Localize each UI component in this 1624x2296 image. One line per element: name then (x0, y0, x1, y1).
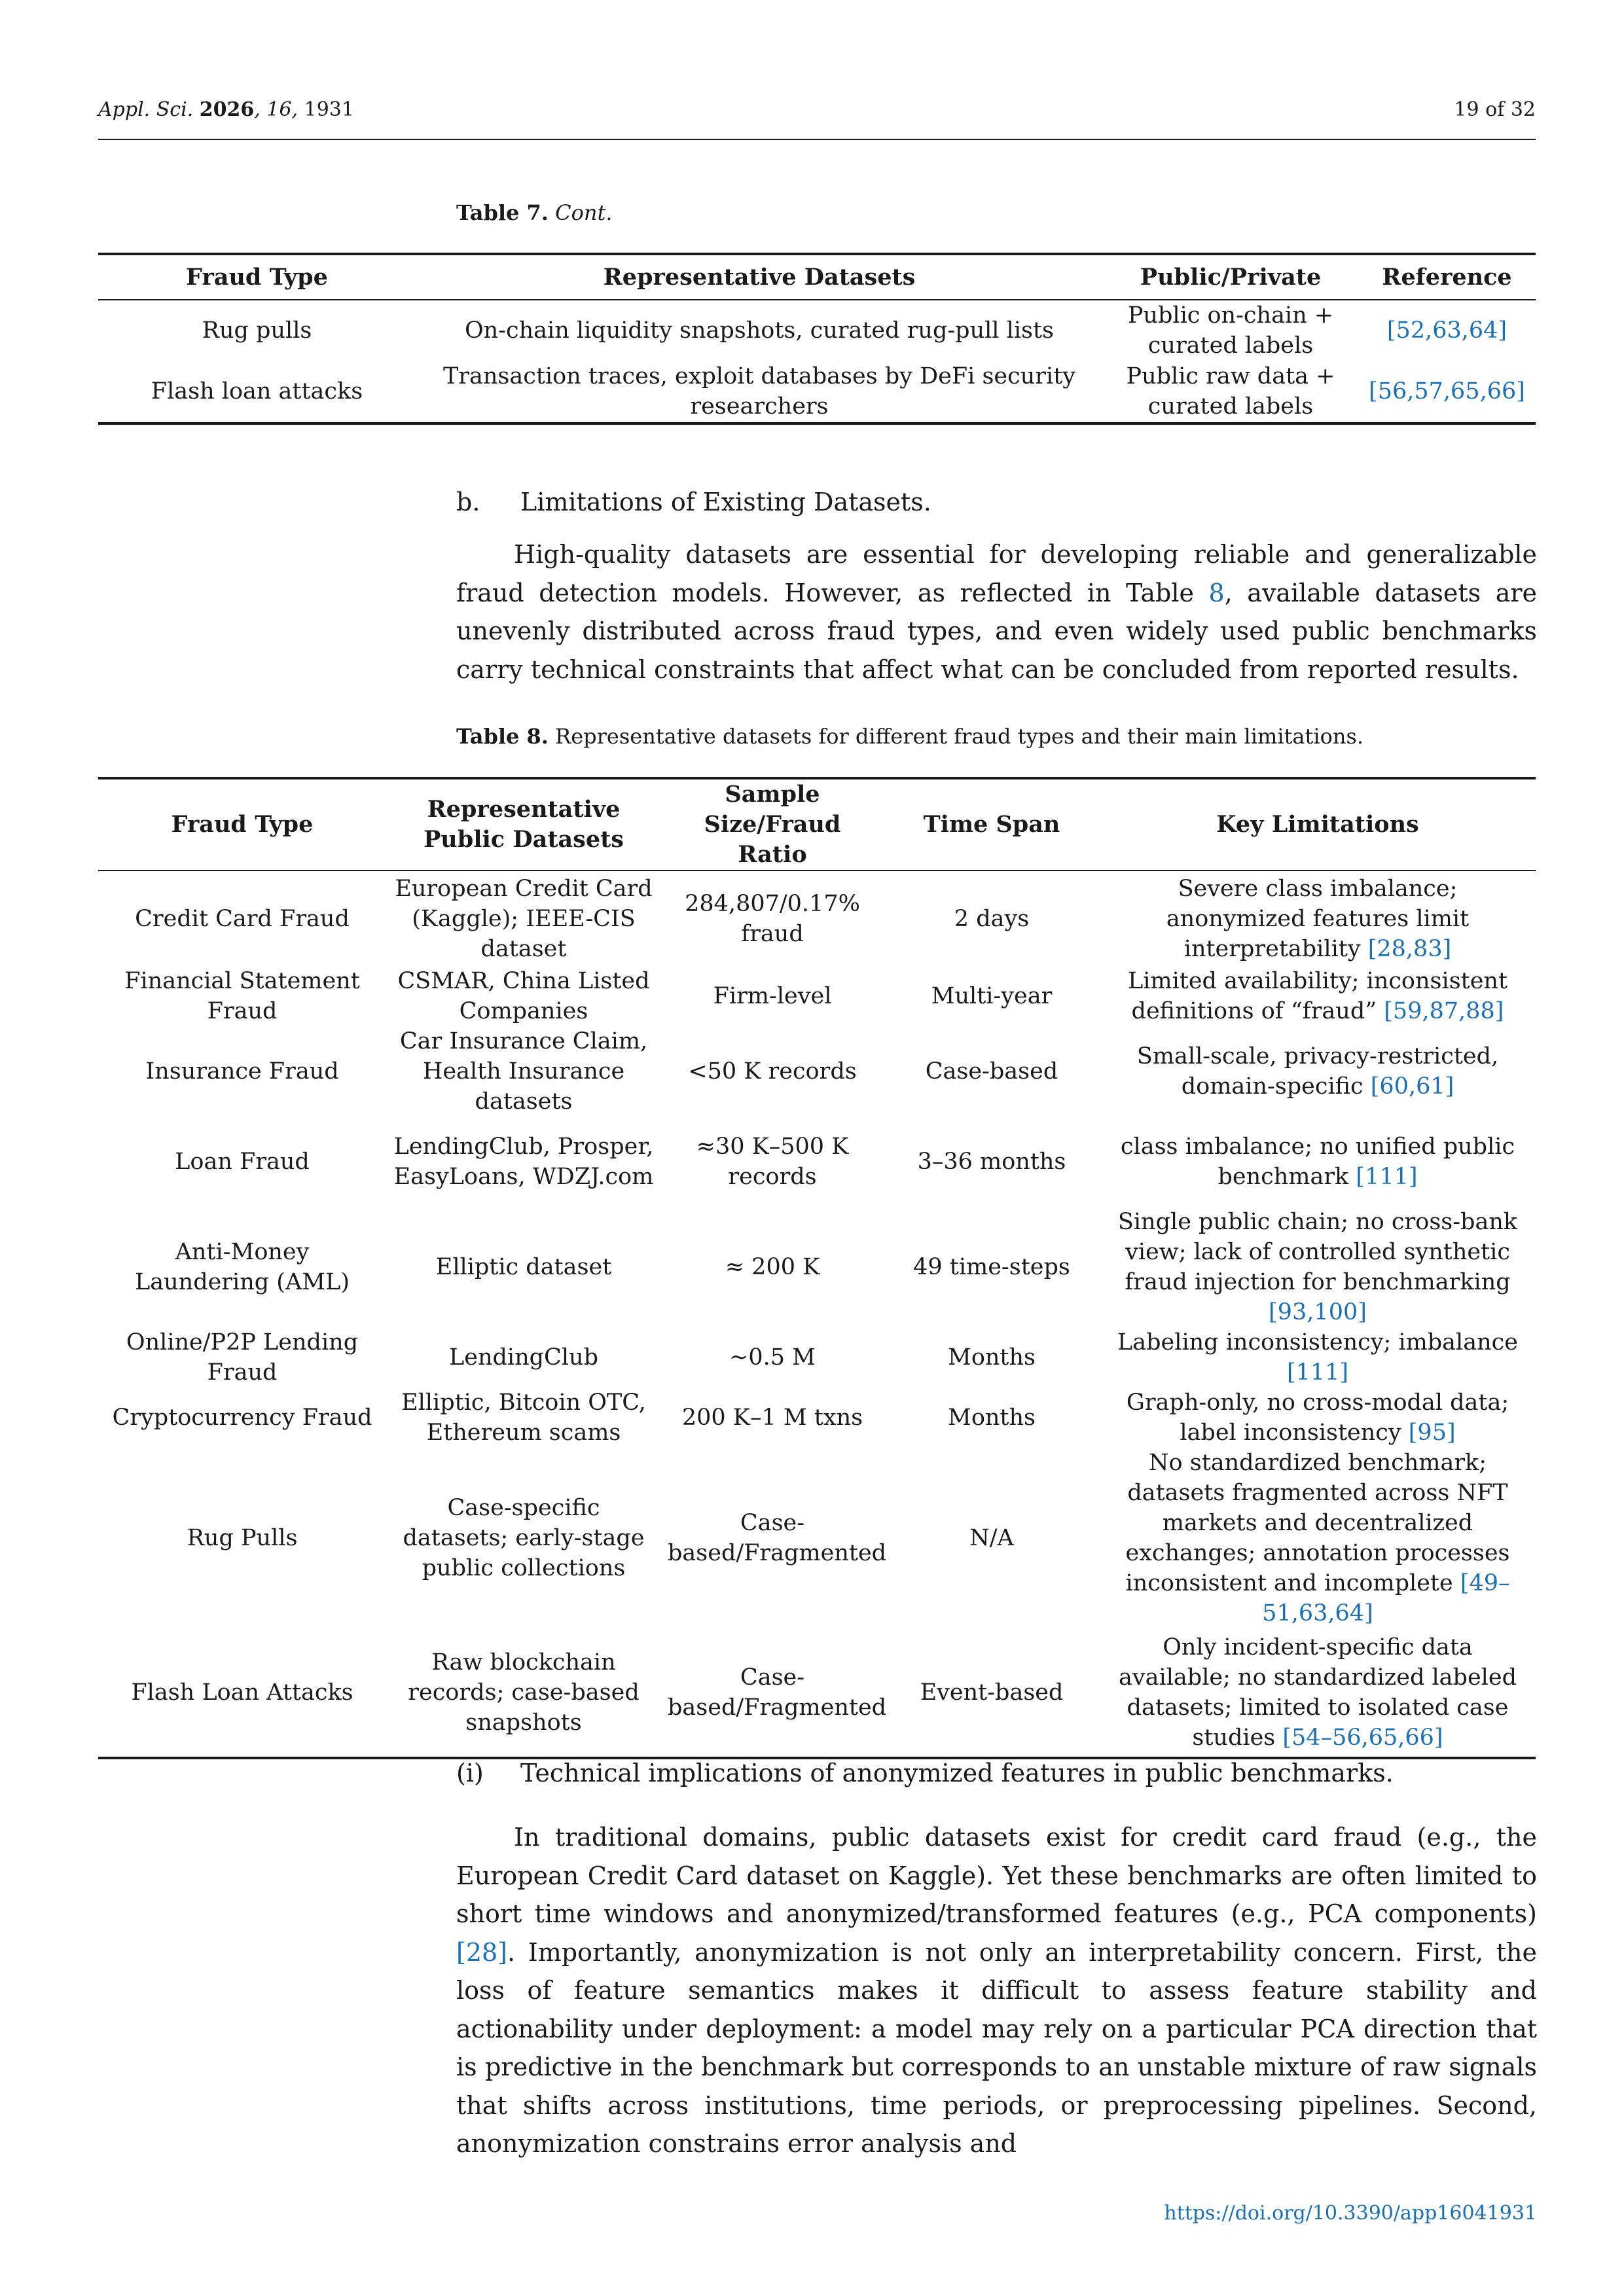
cell-sample-size: Case-based/Fragmented (668, 1510, 887, 1566)
cell-limitations (1100, 1026, 1536, 1117)
cell-limitations (1100, 1327, 1536, 1388)
cell-time-span: 3–36 months (917, 1149, 1066, 1175)
cell-fraud-type: Rug pulls (202, 317, 312, 344)
table8-col-time-span: Time Span (884, 778, 1100, 870)
cell-datasets: LendingClub (449, 1344, 598, 1371)
table-row (98, 1327, 1536, 1388)
cell-fraud-type: Flash Loan Attacks (98, 1628, 386, 1758)
cell-reference-link[interactable]: [56,57,65,66] (1358, 361, 1536, 423)
subsection-heading-b (456, 483, 931, 521)
limitations-text: Graph-only, no cross-modal data; label inconsistency (1126, 1390, 1509, 1446)
cell-datasets: Raw blockchain records; case-based snapshots (386, 1628, 661, 1758)
citation-link[interactable]: [28,83] (1367, 935, 1452, 962)
cell-limitations (1100, 1628, 1536, 1758)
citation-link[interactable]: [95] (1408, 1420, 1456, 1446)
limitations-text: class imbalance; no unified public benchmark (1120, 1134, 1515, 1190)
cell-time-span: 49 time-steps (913, 1254, 1070, 1280)
subsection-marker: (i) (456, 1759, 484, 1787)
cell-limitations (1100, 1388, 1536, 1448)
doi-link[interactable]: https://doi.org/10.3390/app16041931 (1164, 2202, 1537, 2225)
cell-datasets: LendingClub, Prosper, EasyLoans, WDZJ.com (393, 1134, 654, 1190)
cell-sample-size: 200 K–1 M txns (681, 1405, 863, 1431)
cell-datasets: On-chain liquidity snapshots, curated rug-pull lists (464, 317, 1055, 344)
cell-sample-size: ≈30 K–500 K records (696, 1134, 849, 1190)
cell-time-span: Multi-year (931, 983, 1053, 1009)
cell-fraud-type: Credit Card Fraud (135, 905, 350, 932)
table7-caption-text: Cont. (555, 200, 613, 225)
table7-col-public-private: Public/Private (1103, 254, 1358, 300)
table7-col-datasets: Representative Datasets (416, 254, 1103, 300)
header-rule (98, 139, 1536, 140)
cell-time-span: N/A (969, 1525, 1014, 1551)
cell-limitations (1100, 1207, 1536, 1327)
journal-citation: Appl. Sci. 2026, 16, 1931 (98, 98, 354, 121)
cell-datasets: European Credit Card (Kaggle); IEEE-CIS dataset (395, 875, 653, 962)
table-row (98, 870, 1536, 966)
cell-datasets: Elliptic dataset (435, 1254, 612, 1280)
table8-caption-label: Table 8. (456, 724, 549, 749)
cell-time-span: Months (947, 1344, 1036, 1371)
paragraph-text: High-quality datasets are essential for developing reliable and generalizable fraud detection models. However, as reflected in Table (456, 540, 1537, 607)
cell-sample-size: 284,807/0.17% fraud (685, 890, 860, 947)
table8-caption (456, 723, 1363, 750)
cell-fraud-type: Rug Pulls (187, 1525, 298, 1551)
table8-col-limitations: Key Limitations (1100, 778, 1536, 870)
citation-link[interactable]: [54–56,65,66] (1282, 1725, 1443, 1751)
cell-fraud-type: Anti-Money Laundering (AML) (135, 1239, 350, 1295)
table8-col-datasets: Representative Public Datasets (386, 778, 661, 870)
limitations-text: No standardized benchmark; datasets fragmented across NFT markets and decentralized exchanges; annotation processes inconsistent and incomplete (1125, 1450, 1510, 1596)
table-row (98, 1207, 1536, 1327)
cell-time-span: Event-based (884, 1628, 1100, 1758)
cell-limitations (1100, 1448, 1536, 1628)
cell-sample-size: Case-based/Fragmented (661, 1628, 884, 1758)
cell-sample-size: <50 K records (688, 1058, 857, 1085)
subsection-heading-i (456, 1754, 1394, 1792)
journal-volume: 16 (266, 98, 292, 121)
body-paragraph (456, 535, 1537, 689)
journal-year: 2026 (199, 98, 255, 121)
cell-limitations (1100, 966, 1536, 1026)
cell-fraud-type: Loan Fraud (175, 1149, 310, 1175)
table7-caption-label: Table 7. (456, 200, 549, 225)
citation-link[interactable]: [93,100] (1269, 1299, 1367, 1325)
body-paragraph (456, 1818, 1537, 2163)
cell-public-private: Public raw data + curated labels (1103, 361, 1358, 423)
citation-link[interactable]: [111] (1286, 1359, 1349, 1386)
cell-limitations (1100, 1117, 1536, 1207)
table-row (98, 1026, 1536, 1117)
table8-col-fraud-type: Fraud Type (98, 778, 386, 870)
page-number: 19 of 32 (1454, 98, 1536, 121)
table-reference-link[interactable]: 8 (1208, 578, 1225, 607)
table-row (98, 361, 1536, 423)
cell-public-private: Public on-chain + curated labels (1127, 302, 1334, 359)
limitations-text: Small-scale, privacy-restricted, domain-specific (1136, 1043, 1499, 1100)
limitations-text: Severe class imbalance; anonymized features limit interpretability (1166, 875, 1470, 962)
citation-link[interactable]: [111] (1356, 1164, 1418, 1190)
table-row (98, 966, 1536, 1026)
limitations-text: Single public chain; no cross-bank view; lack of controlled synthetic fraud injection for benchmarking (1117, 1209, 1518, 1295)
paragraph-text: In traditional domains, public datasets exist for credit card fraud (e.g., the European Credit Card dataset on Kaggle). Yet these benchmarks are often limited to short time windows and anonymized/transformed features (e.g., PCA components) (456, 1823, 1537, 1928)
cell-fraud-type: Online/P2P Lending Fraud (126, 1329, 359, 1386)
cell-time-span: Case-based (925, 1058, 1058, 1085)
cell-datasets: Car Insurance Claim, Health Insurance datasets (399, 1028, 648, 1115)
table-row (98, 1448, 1536, 1628)
table7-caption (456, 199, 612, 226)
table-row (98, 1117, 1536, 1207)
table8-col-sample-size: Sample Size/Fraud Ratio (661, 778, 884, 870)
cell-fraud-type: Insurance Fraud (145, 1058, 339, 1085)
table-row (98, 300, 1536, 361)
paragraph-text: , available datasets are unevenly distributed across fraud types, and even widely used public benchmarks carry technical constraints that affect what can be concluded from reported results. (456, 578, 1537, 684)
subsection-title: Limitations of Existing Datasets. (520, 488, 931, 516)
table7-col-reference: Reference (1358, 254, 1536, 300)
citation-link[interactable]: [49–51,63,64] (1262, 1570, 1510, 1626)
table8-caption-text: Representative datasets for different fraud types and their main limitations. (555, 724, 1364, 749)
cell-datasets: CSMAR, China Listed Companies (397, 968, 650, 1024)
article-number: 1931 (304, 98, 354, 121)
cell-sample-size: ≈ 200 K (725, 1254, 820, 1280)
running-head (98, 97, 1536, 123)
cell-fraud-type: Financial Statement Fraud (124, 968, 360, 1024)
table7 (98, 253, 1536, 425)
table8 (98, 777, 1536, 1759)
cell-reference-link[interactable]: [52,63,64] (1386, 317, 1507, 344)
table-row (98, 1628, 1536, 1758)
journal-name: Appl. Sci. (98, 98, 194, 121)
subsection-marker: b. (456, 488, 480, 516)
cell-datasets: Transaction traces, exploit databases by DeFi security researchers (416, 361, 1103, 423)
limitations-text: Only incident-specific data available; no standardized labeled datasets; limited to isolated case studies (1119, 1634, 1517, 1751)
cell-sample-size: ~0.5 M (729, 1344, 816, 1371)
cell-time-span: Months (947, 1405, 1036, 1431)
cell-fraud-type: Flash loan attacks (98, 361, 416, 423)
cell-datasets: Elliptic, Bitcoin OTC, Ethereum scams (401, 1390, 646, 1446)
subsection-title: Technical implications of anonymized features in public benchmarks. (520, 1759, 1394, 1787)
paragraph-text: . Importantly, anonymization is not only an interpretability concern. First, the loss of feature semantics makes it difficult to assess feature stability and actionability under deployment: a model may rely on a particular PCA direction that is predictive in the benchmark but corresponds to an unstable mixture of raw signals that shifts across institutions, time periods, or preprocessing pipelines. Second, anonymization constrains error analysis and (456, 1937, 1537, 2158)
cell-limitations (1100, 870, 1536, 966)
citation-link[interactable]: [59,87,88] (1384, 998, 1504, 1024)
limitations-text: Labeling inconsistency; imbalance (1117, 1329, 1518, 1355)
cell-fraud-type: Cryptocurrency Fraud (112, 1405, 372, 1431)
cell-sample-size: Firm-level (713, 983, 832, 1009)
cell-datasets: Case-specific datasets; early-stage public collections (403, 1495, 645, 1581)
citation-link[interactable]: [60,61] (1370, 1073, 1454, 1100)
limitations-text: Limited availability; inconsistent definitions of “fraud” (1127, 968, 1508, 1024)
table-row (98, 1388, 1536, 1448)
table7-col-fraud-type: Fraud Type (98, 254, 416, 300)
citation-link[interactable]: [28] (456, 1937, 508, 1967)
cell-time-span: 2 days (954, 905, 1030, 932)
